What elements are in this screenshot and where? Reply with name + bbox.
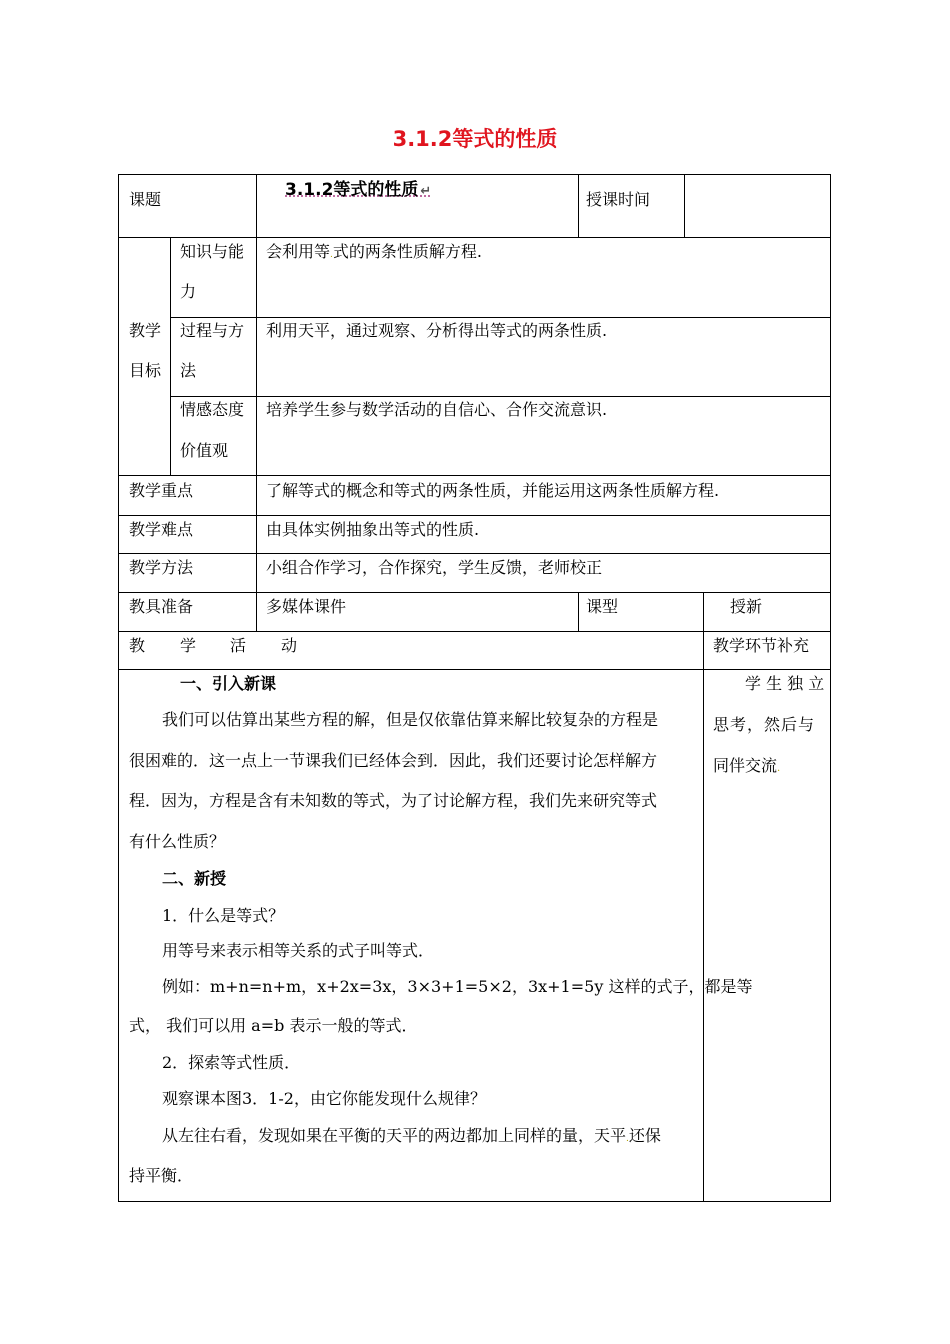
topic-value: [285, 180, 431, 202]
table-line: [170, 317, 831, 318]
example-line: 例如：m+n=n+m，x+2x=3x，3×3+1=5×2，3x+1=5y 这样的式子，都是等: [162, 977, 753, 996]
activity-header-char: 动: [281, 636, 298, 655]
paragraph-text-part1: 从左往右看，发现如果在平衡的天平的两边都加上同样的量，天平: [162, 1126, 627, 1145]
class-time-label: 授课时间: [586, 190, 651, 209]
table-line: [118, 631, 831, 632]
definition-text: 用等号来表示相等关系的式子叫等式．: [162, 941, 435, 960]
table-border-left: [118, 174, 119, 1202]
table-line: [256, 174, 257, 632]
process-text: 利用天平，通过观察、分析得出等式的两条性质.: [266, 321, 608, 340]
subsection-explore-properties: 2．探索等式性质．: [162, 1053, 301, 1072]
table-line: [703, 592, 704, 632]
methods-text: 小组合作学习，合作探究，学生反馈，老师校正: [266, 558, 603, 577]
activity-header-char: 学: [180, 636, 197, 655]
side-note-line1: 学 生 独 立: [745, 674, 825, 693]
edit-mark-icon: .: [626, 1134, 629, 1144]
section-heading-intro: 一、引入新课: [180, 674, 277, 693]
section-heading-new: 二、新授: [162, 869, 227, 888]
difficulties-label: 教学难点: [129, 520, 194, 539]
paragraph-line: [162, 1126, 661, 1149]
objectives-label-line1: 教学: [129, 321, 162, 340]
knowledge-text-part2: 式的两条性质解方程.: [332, 242, 482, 261]
table-line: [703, 631, 704, 1202]
lesson-type-value: 授新: [730, 597, 763, 616]
table-line: [118, 515, 831, 516]
emotion-text: 培养学生参与数学活动的自信心、合作交流意识.: [266, 400, 608, 419]
example-line: 式， 我们可以用 a=b 表示一般的等式．: [129, 1016, 418, 1035]
difficulties-text: 由具体实例抽象出等式的性质.: [266, 520, 480, 539]
process-label-line1: 过程与方: [180, 321, 245, 340]
table-border-top: [118, 174, 831, 175]
key-points-text: 了解等式的概念和等式的两条性质，并能运用这两条性质解方程.: [266, 481, 720, 500]
table-line: [118, 553, 831, 554]
knowledge-text-part1: 会利用等: [266, 242, 331, 261]
paragraph-line: 程．因为，方程是含有未知数的等式，为了讨论解方程，我们先来研究等式: [129, 791, 658, 810]
paragraph-line: 有什么性质？: [129, 832, 226, 851]
paragraph-text-part2: 还保: [628, 1126, 661, 1145]
process-label-line2: 法: [180, 361, 197, 380]
return-mark-icon: ↵: [420, 184, 432, 199]
knowledge-label-line1: 知识与能: [180, 242, 245, 261]
side-note-line3: [713, 756, 780, 779]
lesson-type-label: 课型: [586, 597, 619, 616]
edit-mark-icon: .: [777, 763, 781, 774]
table-line: [118, 669, 831, 670]
table-line: [578, 174, 579, 238]
tools-text: 多媒体课件: [266, 597, 347, 616]
supplement-header: 教学环节补充: [713, 636, 810, 655]
activity-header-char: 活: [230, 636, 247, 655]
knowledge-text: [266, 242, 482, 265]
knowledge-label-line2: 力: [180, 282, 197, 301]
key-points-label: 教学重点: [129, 481, 194, 500]
table-line: [118, 592, 831, 593]
table-border-right: [830, 174, 831, 1202]
observation-text: 观察课本图3．1-2，由它你能发现什么规律？: [162, 1089, 486, 1108]
paragraph-line: 很困难的．这一点上一节课我们已经体会到．因此，我们还要讨论怎样解方: [129, 751, 658, 770]
side-note-line2: 思考，然后与: [713, 715, 816, 734]
table-line: [170, 396, 831, 397]
table-line: [118, 475, 831, 476]
emotion-label-line1: 情感态度: [180, 400, 245, 419]
edit-mark-icon: .: [330, 250, 333, 260]
table-line: [578, 592, 579, 632]
paragraph-line: 我们可以估算出某些方程的解，但是仅依靠估算来解比较复杂的方程是: [162, 710, 659, 729]
table-line: [118, 237, 831, 238]
methods-label: 教学方法: [129, 558, 194, 577]
table-line: [170, 237, 171, 476]
tools-label: 教具准备: [129, 597, 194, 616]
topic-label: 课题: [129, 190, 162, 209]
emotion-label-line2: 价值观: [180, 441, 229, 460]
table-line: [684, 174, 685, 238]
document-title: 3.1.2等式的性质: [392, 127, 558, 151]
table-border-bottom: [118, 1201, 831, 1202]
activity-header-char: 教: [129, 636, 146, 655]
objectives-label-line2: 目标: [129, 361, 162, 380]
topic-value-text: 3.1.2等式的性质: [285, 180, 419, 200]
side-note-line3-text: 同伴交流: [713, 756, 778, 775]
paragraph-line: 持平衡．: [129, 1166, 194, 1185]
subsection-what-is-equation: 1．什么是等式？: [162, 906, 285, 925]
